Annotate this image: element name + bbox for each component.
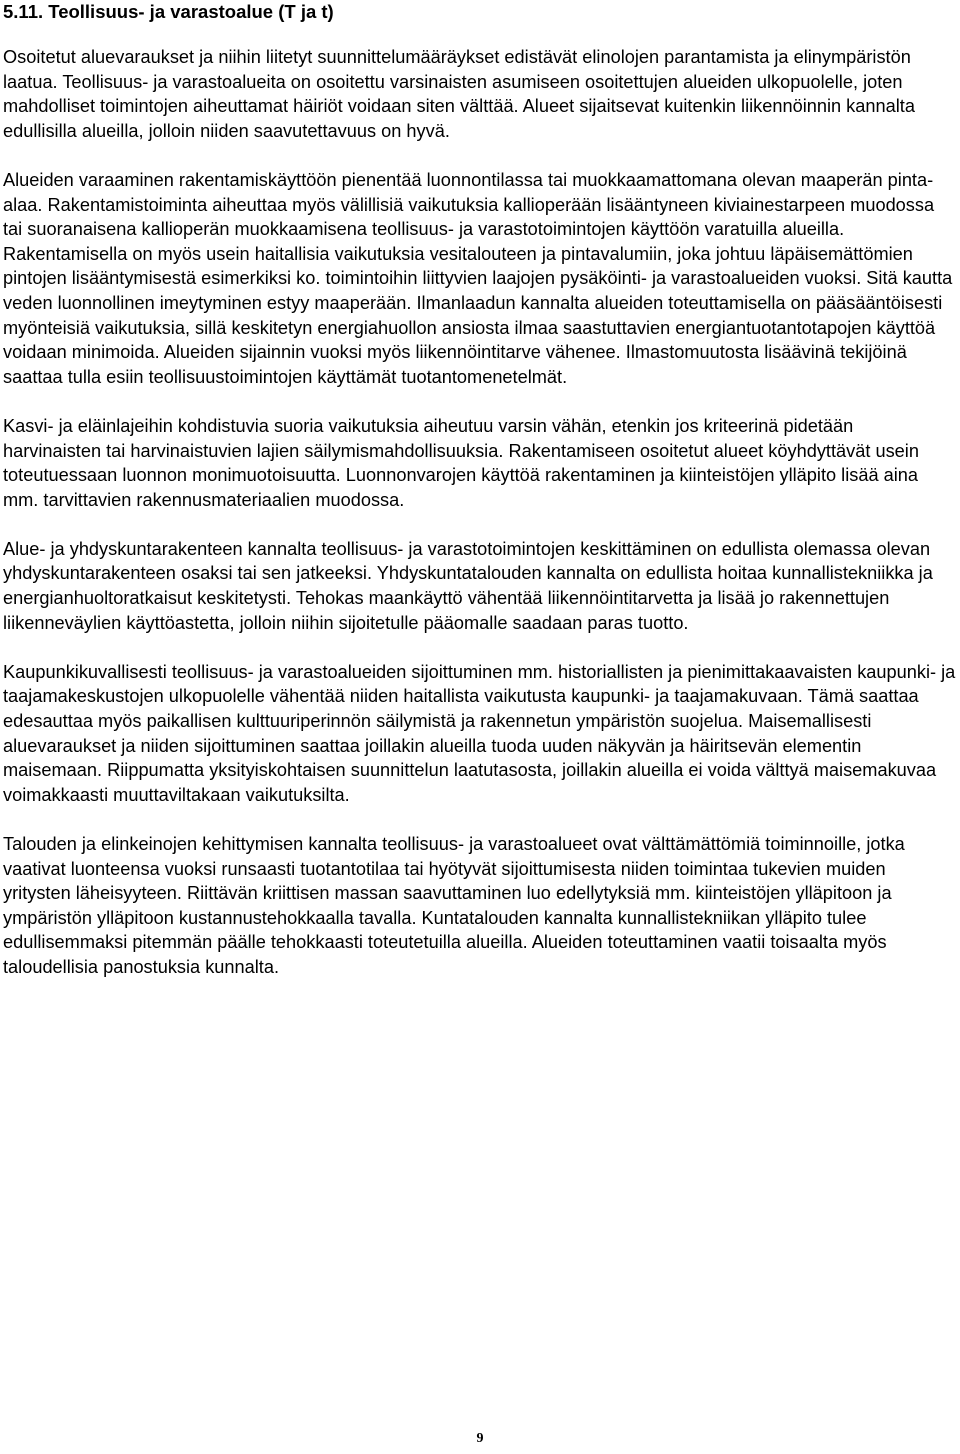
paragraph: Alueiden varaaminen rakentamiskäyttöön pienentää luonnontilassa tai muokkaamattomana olevan maaperän pinta-alaa. Rakentamistoiminta aiheuttaa myös välillisiä vaikutuksia kallioperään lisääntyneen kiviainestarpeen muodossa tai suoranaisena kallioperän muokkaamisena teollisuus- ja varastotoimintojen käyttöön varatuilla alueilla. Rakentamisella on myös usein haitallisia vaikutuksia vesitalouteen ja pintavalumiin, joka johtuu läpäisemättömien pintojen lisääntymisestä esimerkiksi ko. toimintoihin liittyvien laajojen pysäköinti- ja varastoalueiden vuoksi. Sitä kautta veden luonnollinen imeytyminen estyy maaperään. Ilmanlaadun kannalta alueiden toteuttamisella on pääsääntöisesti myönteisiä vaikutuksia, sillä keskitetyn energiahuollon ansiosta ilmaa saastuttavien energiantuotantotapojen käyttöä voidaan minimoida. Alueiden sijainnin vuoksi myös liikennöintitarve vähenee. Ilmastomuutosta lisäävinä tekijöinä saattaa tulla esiin teollisuustoimintojen käyttämät tuotantomenetelmät. — [3, 169, 953, 387]
page-number: 9 — [476, 1431, 484, 1446]
body-text — [3, 45, 956, 980]
section-heading: 5.11. Teollisuus- ja varastoalue (T ja t) — [3, 1, 334, 22]
paragraph: Talouden ja elinkeinojen kehittymisen kannalta teollisuus- ja varastoalueet ovat välttämättömiä toiminnoille, jotka vaativat luonteensa vuoksi runsaasti tuotantotilaa tai hyötyvät sijoittumisesta niiden toimintaa tukevien muiden yritysten läheisyyteen. Riittävän kriittisen massan saavuttaminen luo edellytyksiä mm. kiinteistöjen ylläpitoon ja ympäristön ylläpitoon kustannustehokkaalla tavalla. Kuntatalouden kannalta kunnallistekniikan ylläpito tulee edullisemmaksi pitemmän päälle tehokkaasti toteutetuilla alueilla. Alueiden toteuttaminen vaatii toisaalta myös taloudellisia panostuksia kunnalta. — [3, 834, 905, 977]
paragraph: Kaupunkikuvallisesti teollisuus- ja varastoalueiden sijoittuminen mm. historiallisten ja pienimittakaavaisten kaupunki- ja taajamakeskustojen ulkopuolelle vähentää niiden haitallista vaikutusta kaupunki- ja taajamakuvaan. Tämä saattaa edesauttaa myös paikallisen kulttuuriperinnön säilymistä ja rakennetun ympäristön suojelua. Maisemallisesti aluevaraukset ja niiden sijoittuminen saattaa joillakin alueilla tuoda uuden näkyvän ja häiritsevän elementin maisemaan. Riippumatta yksityiskohtaisen suunnittelun laatutasosta, joillakin alueilla ei voida välttyä maisemakuvaa voimakkaasti muuttaviltakaan vaikutuksilta. — [3, 661, 956, 805]
paragraph: Kasvi- ja eläinlajeihin kohdistuvia suoria vaikutuksia aiheutuu varsin vähän, etenkin jos kriteerinä pidetään harvinaisten tai harvinaistuvien lajien säilymismahdollisuuksia. Rakentamiseen osoitetut alueet köyhdyttävät usein toteutuessaan luonnon monimuotoisuutta. Luonnonvarojen käyttöä rakentaminen ja kiinteistöjen ylläpito lisää aina mm. tarvittavien rakennusmateriaalien muodossa. — [3, 415, 919, 510]
paragraph: Osoitetut aluevaraukset ja niihin liitetyt suunnittelumääräykset edistävät elinolojen parantamista ja elinympäristön laatua. Teollisuus- ja varastoalueita on osoitettu varsinaisten asumiseen osoitettujen alueiden ulkopuolelle, joten mahdolliset toimintojen aiheuttamat häiriöt voidaan siten välttää. Alueet sijaitsevat kuitenkin liikennöinnin kannalta edullisilla alueilla, jolloin niiden saavutettavuus on hyvä. — [3, 47, 915, 141]
paragraph: Alue- ja yhdyskuntarakenteen kannalta teollisuus- ja varastotoimintojen keskittäminen on edullista olemassa olevan yhdyskuntarakenteen osaksi tai sen jatkeeksi. Yhdyskuntatalouden kannalta on edullista hoitaa kunnallistekniikka ja energianhuoltoratkaisut keskitetysti. Tehokas maankäyttö vähentää liikennöintitarvetta ja lisää jo rakennettujen liikenneväylien käyttöastetta, jolloin niihin sijoitetulle pääomalle saadaan paras tuotto. — [3, 538, 933, 633]
